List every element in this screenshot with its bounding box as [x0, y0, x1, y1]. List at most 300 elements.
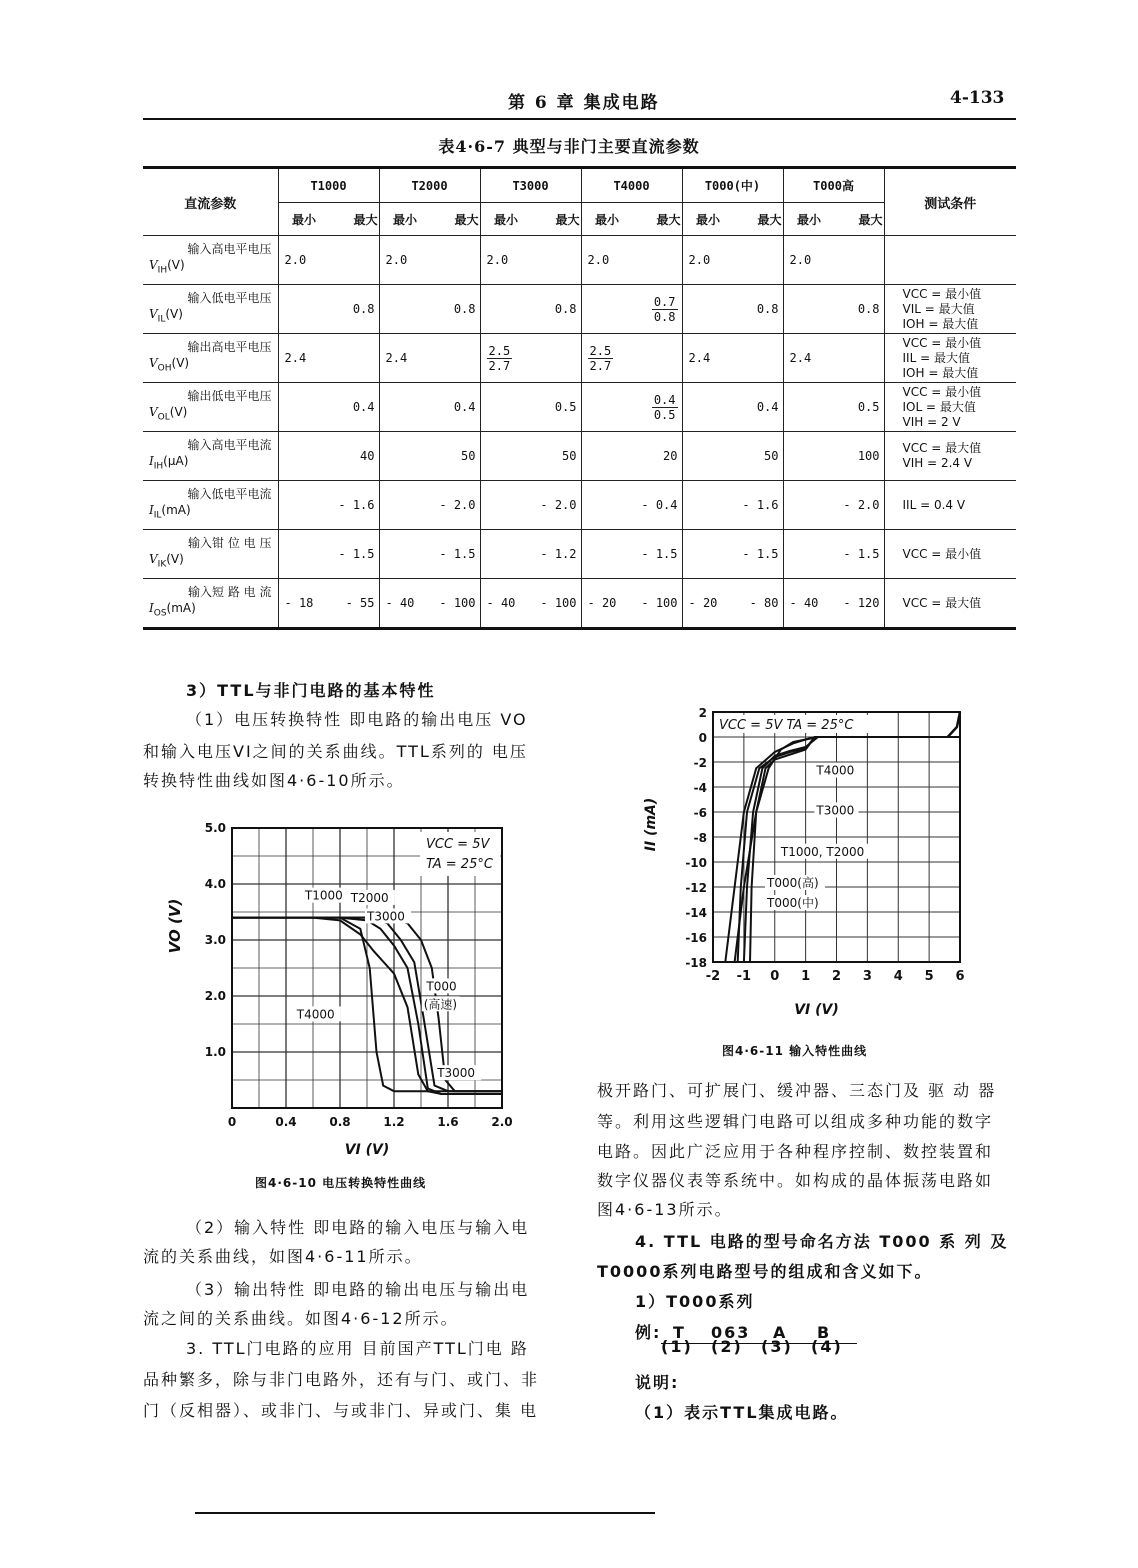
param-name: 输入短 路 电 流 [188, 585, 272, 600]
condition-line: VIL = 最大值 [902, 301, 975, 316]
param-symbol [143, 551, 272, 572]
max-value [630, 295, 680, 324]
min-value: 2.0 [486, 253, 509, 267]
symbol-subscript: OL [157, 412, 170, 423]
value-cell [783, 579, 884, 629]
value-cell [682, 383, 783, 432]
param-name-cell [143, 432, 278, 481]
voltage-transfer-chart [160, 810, 560, 1160]
example-num: (2) [711, 1337, 743, 1356]
value-cell [783, 334, 884, 383]
value-cell [379, 236, 480, 285]
paragraph-line: 图4·6-13所示。 [597, 1200, 733, 1219]
y-tick-label: -10 [685, 856, 707, 870]
y-tick-label: -2 [693, 756, 707, 770]
paragraph-line: 流之间的关系曲线。如图4·6-12所示。 [143, 1309, 459, 1328]
value-cell [278, 285, 379, 334]
symbol-letter: I [149, 503, 154, 518]
max-label: 最大 [757, 212, 782, 227]
y-axis-label: VO (V) [166, 898, 184, 954]
max-value: 0.4 [756, 400, 779, 414]
symbol-subscript: IH [157, 265, 168, 276]
min-max-header [682, 203, 783, 236]
paragraph-line: 3. TTL门电路的应用 目前国产TTL门电 路 [186, 1339, 529, 1358]
value-cell [480, 432, 581, 481]
x-axis-label: VI (V) [794, 1002, 839, 1018]
param-name: 输入高电平电压 [187, 242, 272, 257]
symbol-letter: V [149, 356, 158, 371]
x-tick-label: 5 [924, 969, 934, 984]
value-cell [682, 334, 783, 383]
test-condition-cell [884, 285, 1016, 334]
example-num: (1) [661, 1337, 693, 1356]
curve-label: (高速) [423, 997, 458, 1012]
example-num: (4) [811, 1337, 843, 1356]
table-row [143, 579, 1016, 629]
max-value: 40 [360, 449, 375, 463]
min-value: 2.4 [284, 351, 307, 365]
param-name-cell [143, 236, 278, 285]
condition-line: IOH = 最大值 [902, 316, 979, 331]
max-value [630, 393, 680, 422]
page-number: 4-133 [950, 88, 1005, 108]
paragraph-line: 说明: [635, 1373, 680, 1392]
param-name-cell [143, 530, 278, 579]
value-cell [783, 481, 884, 530]
cond-header: 测试条件 [884, 168, 1016, 236]
x-tick-label: 2 [831, 969, 842, 984]
max-value: - 80 [749, 596, 779, 610]
param-symbol [143, 600, 272, 621]
range-top: 2.5 [488, 343, 511, 358]
condition-line: VCC = 最小值 [902, 384, 982, 399]
curve-label: T4000 [296, 1007, 335, 1022]
dc-parameter-table [143, 166, 1016, 630]
min-label: 最小 [695, 212, 720, 227]
curve-label: T3000 [367, 909, 405, 924]
min-max-header [581, 203, 682, 236]
paragraph-line: 数字仪器仪表等系统中。如构成的晶体振荡电路如 [597, 1171, 994, 1190]
example-part: A [773, 1323, 788, 1342]
value-cell [379, 579, 480, 629]
max-value: 0.8 [352, 302, 375, 316]
table-title: 表4·6-7 典型与非门主要直流参数 [438, 137, 700, 156]
symbol-subscript: OH [157, 363, 172, 374]
max-value: - 1.5 [338, 547, 375, 561]
value-cell [379, 530, 480, 579]
min-value: 2.0 [688, 253, 711, 267]
min-value: - 40 [789, 596, 819, 610]
param-name-cell [143, 334, 278, 383]
example-part: 063 [711, 1323, 751, 1342]
y-tick-label: -8 [693, 831, 707, 845]
condition-line: VCC = 最大值 [902, 595, 982, 610]
range-value [652, 393, 678, 422]
value-cell [783, 285, 884, 334]
max-value: 0.4 [453, 400, 476, 414]
test-condition-cell [884, 236, 1016, 285]
range-value [652, 295, 678, 324]
x-tick-label: 4 [893, 969, 903, 984]
x-tick-label: 0.4 [275, 1115, 297, 1129]
curve-label: T4000 [816, 763, 855, 778]
value-cell [682, 579, 783, 629]
test-condition-cell [884, 383, 1016, 432]
min-label: 最小 [291, 212, 316, 227]
conditions-annotation: VCC = 5V TA = 25°C [719, 718, 854, 733]
y-tick-label: 4.0 [204, 877, 226, 891]
curve-label: T000 [426, 979, 457, 994]
param-name-cell [143, 481, 278, 530]
param-name: 输入低电平电流 [187, 487, 272, 502]
value-cell [379, 383, 480, 432]
footer-rule [195, 1512, 655, 1514]
min-label: 最小 [594, 212, 619, 227]
example-num: (3) [761, 1337, 793, 1356]
example-label: 例: [635, 1323, 662, 1342]
value-cell [480, 236, 581, 285]
table-row [143, 334, 1016, 383]
param-header: 直流参数 [143, 168, 278, 236]
series-header: T000高 [783, 168, 884, 203]
series-header: T4000 [581, 168, 682, 203]
y-tick-label: -6 [693, 806, 707, 820]
y-tick-label: 0 [698, 731, 707, 745]
max-value: - 1.5 [843, 547, 880, 561]
value-cell [278, 236, 379, 285]
paragraph-line: （2）输入特性 即电路的输入电压与输入电 [186, 1218, 530, 1237]
value-cell [480, 579, 581, 629]
value-cell [682, 432, 783, 481]
value-cell [783, 383, 884, 432]
max-value: - 100 [641, 596, 678, 610]
symbol-unit: (V) [169, 405, 188, 420]
min-value: 2.0 [284, 253, 307, 267]
min-value: 2.0 [587, 253, 610, 267]
y-tick-label: 2 [698, 706, 707, 720]
min-label: 最小 [796, 212, 821, 227]
y-tick-label: 3.0 [204, 933, 226, 947]
x-axis-label: VI (V) [344, 1142, 390, 1158]
min-max-header [278, 203, 379, 236]
range-bottom: 0.8 [653, 309, 676, 324]
range-top: 0.4 [653, 392, 676, 407]
param-symbol [143, 306, 272, 327]
value-cell [278, 383, 379, 432]
curve-label: T3000 [816, 803, 855, 818]
condition-line: VCC = 最小值 [902, 546, 982, 561]
table-row [143, 530, 1016, 579]
chapter-title: 第 6 章 集成电路 [508, 93, 660, 113]
range-value [487, 344, 513, 373]
max-value: 50 [562, 449, 577, 463]
test-condition-cell [884, 481, 1016, 530]
range-top: 2.5 [589, 343, 612, 358]
ta-annotation: TA = 25°C [426, 857, 493, 872]
x-tick-label: 1.6 [437, 1115, 459, 1129]
max-value: 0.5 [554, 400, 577, 414]
max-value: - 1.5 [641, 547, 678, 561]
max-value: - 100 [540, 596, 577, 610]
symbol-subscript: IL [157, 314, 166, 325]
min-value [582, 344, 630, 373]
symbol-subscript: OS [153, 608, 167, 619]
max-label: 最大 [353, 212, 378, 227]
max-value: 0.4 [352, 400, 375, 414]
min-value: 2.4 [688, 351, 711, 365]
min-value: - 40 [486, 596, 516, 610]
max-value: - 0.4 [641, 498, 678, 512]
condition-line: IOL = 最大值 [902, 399, 976, 414]
paragraph-line: （1）电压转换特性 即电路的输出电压 VO [186, 710, 528, 729]
symbol-letter: I [149, 454, 154, 469]
paragraph-line: T0000系列电路型号的组成和含义如下。 [597, 1262, 933, 1281]
series-header: T1000 [278, 168, 379, 203]
max-label: 最大 [656, 212, 681, 227]
max-value: - 1.5 [742, 547, 779, 561]
symbol-unit: (V) [167, 258, 185, 273]
x-tick-label: -1 [736, 969, 752, 984]
value-cell [581, 285, 682, 334]
min-value: 2.0 [385, 253, 408, 267]
model-example [635, 1318, 875, 1364]
curve-label: T2000 [350, 890, 389, 905]
max-value: - 1.5 [439, 547, 476, 561]
condition-line: IIL = 最大值 [902, 350, 970, 365]
y-tick-label: -18 [685, 956, 707, 970]
running-header [0, 88, 1138, 116]
series-header: T000(中) [682, 168, 783, 203]
symbol-subscript: IL [153, 510, 162, 521]
paragraph-line: （3）输出特性 即电路的输出电压与输出电 [186, 1280, 530, 1299]
max-value: - 120 [843, 596, 880, 610]
max-value: - 2.0 [439, 498, 476, 512]
section-heading-basic: 3）TTL与非门电路的基本特性 [186, 681, 436, 700]
test-condition-cell [884, 530, 1016, 579]
condition-line: VCC = 最大值 [902, 441, 982, 455]
param-name: 输出低电平电压 [187, 389, 272, 404]
max-value: - 1.2 [540, 547, 577, 561]
paragraph-line: 等。利用这些逻辑门电路可以组成多种功能的数字 [597, 1112, 994, 1131]
max-value: 20 [663, 449, 678, 463]
value-cell [783, 432, 884, 481]
condition-line: VIH = 2.4 V [902, 456, 973, 470]
value-cell [379, 334, 480, 383]
table-row [143, 481, 1016, 530]
min-max-header [480, 203, 581, 236]
symbol-letter: V [149, 258, 158, 273]
curve-label: T000(中) [767, 896, 819, 910]
symbol-unit: (mA) [166, 601, 196, 616]
param-name-cell [143, 579, 278, 629]
min-value: - 20 [688, 596, 718, 610]
max-value: - 55 [345, 596, 375, 610]
value-cell [379, 285, 480, 334]
param-symbol [143, 355, 272, 376]
min-value [481, 344, 529, 373]
value-cell [480, 481, 581, 530]
param-symbol [143, 502, 272, 523]
param-symbol [143, 404, 272, 425]
condition-line: VCC = 最小值 [902, 335, 982, 350]
value-cell [581, 383, 682, 432]
max-value: 0.8 [554, 302, 577, 316]
param-name: 输入高电平电流 [187, 438, 272, 453]
max-value: - 1.6 [338, 498, 375, 512]
max-value: 50 [764, 449, 779, 463]
value-cell [480, 285, 581, 334]
condition-line: IIL = 0.4 V [902, 497, 966, 512]
symbol-subscript: IK [157, 559, 167, 570]
value-cell [278, 334, 379, 383]
value-cell [682, 481, 783, 530]
y-tick-label: -12 [685, 881, 707, 895]
max-value: 0.5 [857, 400, 880, 414]
value-cell [682, 530, 783, 579]
y-axis-label: II (mA) [643, 797, 659, 852]
y-tick-label: -4 [693, 781, 707, 795]
value-cell [581, 579, 682, 629]
value-cell [278, 432, 379, 481]
symbol-unit: (mA) [161, 503, 191, 518]
condition-line: VCC = 最小值 [902, 286, 982, 301]
value-cell [581, 236, 682, 285]
paragraph-line: 和输入电压VI之间的关系曲线。TTL系列的 电压 [143, 742, 528, 761]
test-condition-cell [884, 579, 1016, 629]
max-value: 100 [857, 449, 880, 463]
curve-label: T1000 [304, 888, 343, 903]
x-tick-label: 6 [955, 969, 965, 984]
y-tick-label: -14 [685, 906, 707, 920]
x-tick-label: 3 [862, 969, 872, 984]
value-cell [278, 530, 379, 579]
value-cell [278, 579, 379, 629]
value-cell [783, 530, 884, 579]
symbol-letter: V [149, 307, 158, 322]
symbol-unit: (V) [166, 552, 184, 567]
example-part: B [817, 1323, 832, 1342]
value-cell [480, 334, 581, 383]
paragraph-line: 极开路门、可扩展门、缓冲器、三态门及 驱 动 器 [597, 1081, 997, 1100]
vcc-annotation: VCC = 5V [426, 837, 490, 852]
range-bottom: 0.5 [653, 407, 676, 422]
value-cell [480, 383, 581, 432]
min-value: - 40 [385, 596, 415, 610]
table-row [143, 432, 1016, 481]
min-value: 2.4 [385, 351, 408, 365]
symbol-letter: I [149, 601, 154, 616]
paragraph-line: 门（反相器）、或非门、与或非门、异或门、集 电 [143, 1401, 539, 1420]
symbol-subscript: IH [153, 461, 164, 472]
param-symbol [143, 257, 272, 278]
symbol-unit: (μA) [163, 454, 189, 469]
symbol-letter: V [149, 405, 158, 420]
param-name-cell [143, 285, 278, 334]
range-bottom: 2.7 [488, 358, 511, 373]
x-tick-label: 2.0 [491, 1115, 513, 1129]
paragraph-line: （1）表示TTL集成电路。 [635, 1403, 849, 1422]
min-value: 2.0 [789, 253, 812, 267]
value-cell [480, 530, 581, 579]
paragraph-line: 流的关系曲线，如图4·6-11所示。 [143, 1247, 423, 1266]
symbol-unit: (V) [171, 356, 190, 371]
condition-line: IOH = 最大值 [902, 365, 979, 380]
test-condition-cell [884, 432, 1016, 481]
x-tick-label: 0 [770, 969, 780, 984]
min-label: 最小 [493, 212, 518, 227]
table-row [143, 236, 1016, 285]
subsection-heading: 1）T000系列 [635, 1292, 755, 1311]
param-symbol [143, 453, 272, 474]
table-row [143, 285, 1016, 334]
x-tick-label: -2 [705, 969, 721, 984]
curve-label: T1000, T2000 [780, 844, 865, 859]
curve-label: T3000 [437, 1066, 476, 1081]
series-header: T2000 [379, 168, 480, 203]
condition-line: VIH = 2 V [902, 414, 961, 429]
max-label: 最大 [454, 212, 479, 227]
max-label: 最大 [555, 212, 580, 227]
param-name: 输入钳 位 电 压 [188, 536, 272, 551]
min-value: 2.4 [789, 351, 812, 365]
value-cell [581, 481, 682, 530]
x-tick-label: 0.8 [329, 1115, 351, 1129]
x-tick-label: 1.2 [383, 1115, 405, 1129]
figure-caption: 图4·6-10 电压转换特性曲线 [255, 1176, 427, 1190]
series-line [948, 712, 960, 737]
max-value: 0.8 [857, 302, 880, 316]
max-value: - 2.0 [540, 498, 577, 512]
curve-label: T000(高) [767, 876, 819, 890]
min-max-header [783, 203, 884, 236]
param-name: 输入低电平电压 [187, 291, 272, 306]
paragraph-line: 电路。因此广泛应用于各种程序控制、数控装置和 [597, 1142, 994, 1161]
y-tick-label: 2.0 [204, 989, 226, 1003]
min-label: 最小 [392, 212, 417, 227]
max-value: 50 [461, 449, 476, 463]
range-value [588, 344, 614, 373]
x-tick-label: 1 [801, 969, 811, 984]
max-value: - 1.6 [742, 498, 779, 512]
paragraph-line: 品种繁多，除与非门电路外，还有与门、或门、非 [143, 1370, 540, 1389]
y-tick-label: 1.0 [204, 1045, 226, 1059]
value-cell [581, 432, 682, 481]
min-value: - 18 [284, 596, 314, 610]
value-cell [379, 481, 480, 530]
param-name: 输出高电平电压 [187, 340, 272, 355]
max-value: - 100 [439, 596, 476, 610]
max-label: 最大 [858, 212, 883, 227]
example-part: T [673, 1323, 686, 1342]
value-cell [682, 285, 783, 334]
value-cell [278, 481, 379, 530]
input-characteristic-chart [645, 700, 975, 1030]
value-cell [682, 236, 783, 285]
table-row [143, 383, 1016, 432]
symbol-unit: (V) [165, 307, 183, 322]
max-value: 0.8 [756, 302, 779, 316]
header-rule [143, 118, 1016, 120]
test-condition-cell [884, 334, 1016, 383]
paragraph-line: 4. TTL 电路的型号命名方法 T000 系 列 及 [635, 1232, 1009, 1251]
range-top: 0.7 [653, 294, 676, 309]
x-tick-label: 0 [227, 1115, 237, 1129]
value-cell [783, 236, 884, 285]
y-tick-label: 5.0 [204, 821, 226, 835]
value-cell [581, 334, 682, 383]
value-cell [379, 432, 480, 481]
max-value: - 2.0 [843, 498, 880, 512]
